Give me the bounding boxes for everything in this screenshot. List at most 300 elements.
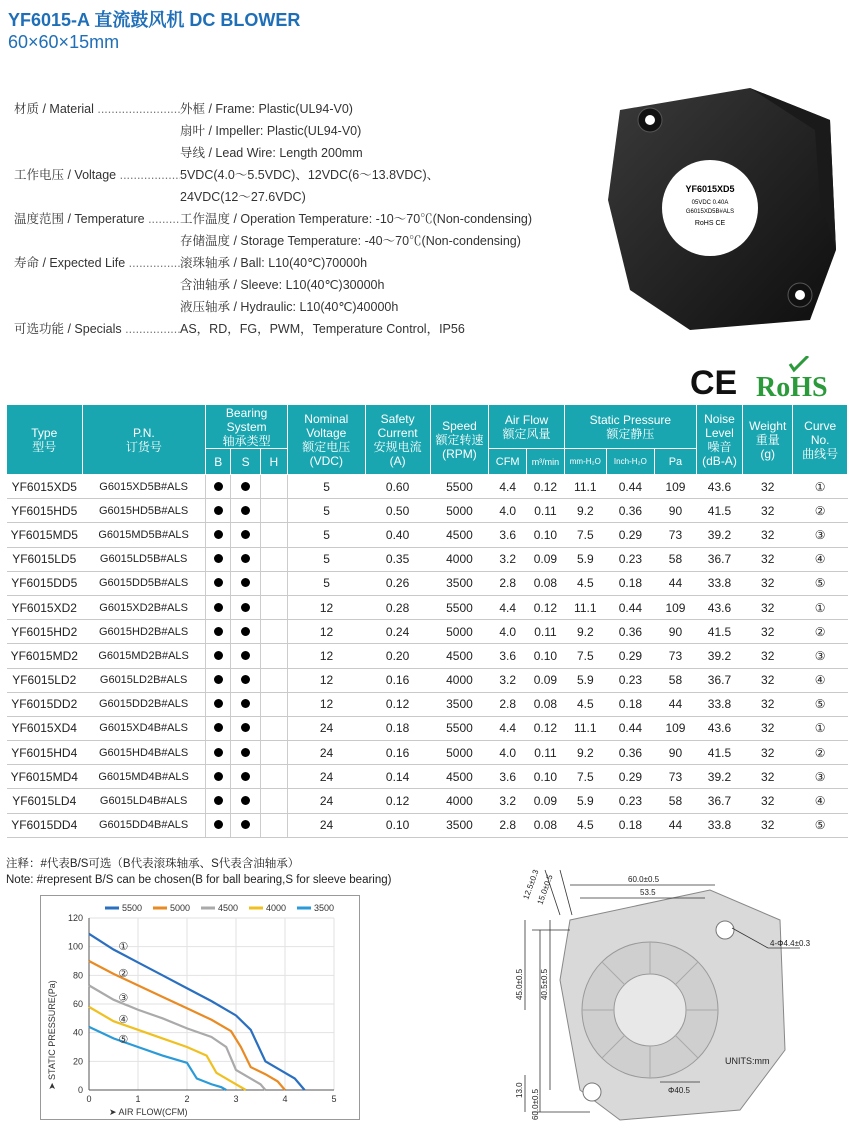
cell-s xyxy=(231,644,260,668)
cell-db: 36.7 xyxy=(696,547,742,571)
cell-curve: ③ xyxy=(793,644,848,668)
cell-rpm: 3500 xyxy=(430,692,489,716)
spec-value: 含油轴承 / Sleeve: L10(40℃)30000h xyxy=(180,278,385,292)
cell-type: YF6015DD4 xyxy=(7,813,83,837)
legend-label: 4000 xyxy=(266,903,287,913)
bearing-dot-icon xyxy=(241,675,250,684)
units-label: UNITS:mm xyxy=(725,1056,770,1066)
cell-type: YF6015DD2 xyxy=(7,692,83,716)
cell-type: YF6015LD4 xyxy=(7,789,83,813)
cell-a: 0.18 xyxy=(365,716,430,740)
bearing-dot-icon xyxy=(214,482,223,491)
cell-mm: 5.9 xyxy=(564,789,606,813)
cell-inch: 0.36 xyxy=(606,499,654,523)
ce-logo: CE xyxy=(690,364,738,400)
spec-label: 可选功能 / Specials ..... xyxy=(14,318,180,340)
cell-s xyxy=(231,571,260,595)
bearing-dot-icon xyxy=(214,820,223,829)
bearing-dot-icon xyxy=(241,578,250,587)
cell-s xyxy=(231,716,260,740)
cell-inch: 0.29 xyxy=(606,523,654,547)
bearing-dot-icon xyxy=(241,820,250,829)
cell-db: 39.2 xyxy=(696,765,742,789)
cell-g: 32 xyxy=(743,523,793,547)
col-bearing-h: H xyxy=(260,449,287,475)
bearing-dot-icon xyxy=(214,675,223,684)
cell-v: 24 xyxy=(288,813,366,837)
cell-g: 32 xyxy=(743,547,793,571)
col-inchh2o: Inch-H₂O xyxy=(606,449,654,475)
col-pn: P.N. 订货号 xyxy=(82,405,206,475)
cell-inch: 0.36 xyxy=(606,741,654,765)
y-tick-label: 0 xyxy=(77,1085,83,1095)
cell-mm: 7.5 xyxy=(564,765,606,789)
cell-cfm: 4.4 xyxy=(489,716,527,740)
cell-inch: 0.29 xyxy=(606,644,654,668)
cell-pa: 109 xyxy=(654,475,696,499)
spec-value: 滚珠轴承 / Ball: L10(40℃)70000h xyxy=(180,256,368,270)
curve-marker: ① xyxy=(118,939,129,953)
cell-h xyxy=(260,475,287,499)
cell-s xyxy=(231,668,260,692)
cell-s xyxy=(231,765,260,789)
y-tick-label: 40 xyxy=(72,1027,83,1038)
spec-label: 工作电压 / Voltage ..... xyxy=(14,164,180,208)
cell-mm: 9.2 xyxy=(564,620,606,644)
cell-curve: ③ xyxy=(793,523,848,547)
cell-m3: 0.11 xyxy=(527,620,565,644)
cell-rpm: 5500 xyxy=(430,716,489,740)
table-row xyxy=(7,644,848,668)
table-row xyxy=(7,499,848,523)
spec-value: AS，RD，FG，PWM，Temperature Control，IP56 xyxy=(180,322,465,336)
cell-b xyxy=(206,499,231,523)
legend-label: 5000 xyxy=(170,903,191,913)
cell-pn: G6015HD5B#ALS xyxy=(82,499,206,523)
cell-s xyxy=(231,595,260,619)
col-cfm: CFM xyxy=(489,449,527,475)
y-tick-label: 100 xyxy=(67,941,83,952)
cell-m3: 0.11 xyxy=(527,499,565,523)
table-row xyxy=(7,620,848,644)
cell-b xyxy=(206,620,231,644)
cell-m3: 0.08 xyxy=(527,813,565,837)
bearing-dot-icon xyxy=(214,699,223,708)
cell-db: 41.5 xyxy=(696,741,742,765)
fan-label-marks: RoHS CE xyxy=(694,220,726,227)
cell-s xyxy=(231,499,260,523)
cell-cfm: 3.2 xyxy=(489,547,527,571)
cell-db: 33.8 xyxy=(696,813,742,837)
bearing-dot-icon xyxy=(241,627,250,636)
cell-pa: 90 xyxy=(654,620,696,644)
dim-dia: Φ40.5 xyxy=(668,1086,690,1095)
cell-a: 0.16 xyxy=(365,668,430,692)
cell-m3: 0.08 xyxy=(527,571,565,595)
cell-cfm: 2.8 xyxy=(489,813,527,837)
cell-inch: 0.44 xyxy=(606,716,654,740)
bearing-dot-icon xyxy=(214,578,223,587)
cell-b xyxy=(206,813,231,837)
col-airflow: Air Flow 额定风量 xyxy=(489,405,565,449)
cell-s xyxy=(231,475,260,499)
cell-h xyxy=(260,813,287,837)
cell-g: 32 xyxy=(743,765,793,789)
cell-db: 36.7 xyxy=(696,668,742,692)
model-table xyxy=(6,404,848,838)
cell-type: YF6015XD5 xyxy=(7,475,83,499)
cell-rpm: 5500 xyxy=(430,595,489,619)
cell-mm: 11.1 xyxy=(564,716,606,740)
cell-b xyxy=(206,523,231,547)
spec-value: 工作温度 / Operation Temperature: -10～70℃(Non-condensing) xyxy=(180,212,533,226)
cell-db: 33.8 xyxy=(696,692,742,716)
cell-h xyxy=(260,716,287,740)
cell-b xyxy=(206,571,231,595)
spec-list xyxy=(14,98,532,340)
cell-inch: 0.18 xyxy=(606,692,654,716)
table-row xyxy=(7,475,848,499)
spec-row xyxy=(14,164,532,208)
spec-value: 扇叶 / Impeller: Plastic(UL94-V0) xyxy=(180,124,362,138)
cell-pn: G6015LD4B#ALS xyxy=(82,789,206,813)
table-row xyxy=(7,716,848,740)
cell-g: 32 xyxy=(743,644,793,668)
cell-cfm: 2.8 xyxy=(489,692,527,716)
bearing-dot-icon xyxy=(214,530,223,539)
bearing-dot-icon xyxy=(214,723,223,732)
cell-inch: 0.29 xyxy=(606,765,654,789)
cell-mm: 4.5 xyxy=(564,813,606,837)
table-row xyxy=(7,789,848,813)
cell-v: 24 xyxy=(288,716,366,740)
cell-db: 41.5 xyxy=(696,620,742,644)
fan-label-model: YF6015XD5 xyxy=(685,184,735,194)
cell-h xyxy=(260,547,287,571)
cell-b xyxy=(206,716,231,740)
cell-curve: ⑤ xyxy=(793,571,848,595)
col-weight: Weight 重量 (g) xyxy=(743,405,793,475)
cell-h xyxy=(260,741,287,765)
dim-13: 13.0 xyxy=(515,1082,524,1098)
x-tick-label: 5 xyxy=(331,1094,337,1104)
col-curve: Curve No. 曲线号 xyxy=(793,405,848,475)
spec-value: 24VDC(12～27.6VDC) xyxy=(180,190,306,204)
x-tick-label: 1 xyxy=(135,1094,141,1104)
cell-cfm: 3.6 xyxy=(489,644,527,668)
cell-v: 5 xyxy=(288,571,366,595)
curve-marker: ⑤ xyxy=(118,1032,129,1046)
cell-h xyxy=(260,499,287,523)
notes xyxy=(6,856,391,888)
table-row xyxy=(7,547,848,571)
cell-cfm: 4.0 xyxy=(489,499,527,523)
cell-pn: G6015XD5B#ALS xyxy=(82,475,206,499)
cell-a: 0.28 xyxy=(365,595,430,619)
cell-cfm: 4.0 xyxy=(489,741,527,765)
dim-40-5: 40.5±0.5 xyxy=(540,968,549,1000)
legend-label: 5500 xyxy=(122,903,143,913)
dim-12-5: 12.5±0.3 xyxy=(521,868,541,901)
cell-mm: 11.1 xyxy=(564,595,606,619)
cell-g: 32 xyxy=(743,595,793,619)
cell-b xyxy=(206,547,231,571)
cell-pn: G6015DD2B#ALS xyxy=(82,692,206,716)
cell-m3: 0.10 xyxy=(527,765,565,789)
bearing-dot-icon xyxy=(241,530,250,539)
y-tick-label: 80 xyxy=(72,970,83,981)
note-cn: 注释：#代表B/S可选（B代表滚珠轴承、S代表含油轴承） xyxy=(6,858,300,870)
cell-type: YF6015HD2 xyxy=(7,620,83,644)
cell-s xyxy=(231,692,260,716)
cell-db: 43.6 xyxy=(696,475,742,499)
rohs-check-icon xyxy=(790,356,808,370)
cell-curve: ③ xyxy=(793,765,848,789)
cell-rpm: 4000 xyxy=(430,789,489,813)
cell-curve: ⑤ xyxy=(793,692,848,716)
x-tick-label: 2 xyxy=(184,1094,190,1104)
cell-mm: 9.2 xyxy=(564,499,606,523)
performance-chart-frame xyxy=(40,895,360,1120)
cell-v: 24 xyxy=(288,765,366,789)
cell-inch: 0.44 xyxy=(606,595,654,619)
bearing-dot-icon xyxy=(241,482,250,491)
spec-value: 导线 / Lead Wire: Length 200mm xyxy=(180,146,363,160)
cell-s xyxy=(231,789,260,813)
cell-pa: 73 xyxy=(654,644,696,668)
col-bearing-b: B xyxy=(206,449,231,475)
table-row xyxy=(7,595,848,619)
cell-db: 43.6 xyxy=(696,595,742,619)
cell-rpm: 4000 xyxy=(430,547,489,571)
cell-type: YF6015MD2 xyxy=(7,644,83,668)
cell-b xyxy=(206,789,231,813)
cell-type: YF6015XD4 xyxy=(7,716,83,740)
cell-curve: ② xyxy=(793,620,848,644)
dimension-drawing xyxy=(500,860,845,1125)
col-bearing: Bearing System 轴承类型 xyxy=(206,405,288,449)
cell-rpm: 5000 xyxy=(430,741,489,765)
dim-60-height: 60.0±0.5 xyxy=(531,1088,540,1120)
cell-a: 0.20 xyxy=(365,644,430,668)
cell-rpm: 4500 xyxy=(430,523,489,547)
cell-pa: 90 xyxy=(654,499,696,523)
table-row xyxy=(7,571,848,595)
cell-v: 24 xyxy=(288,741,366,765)
certification-logos xyxy=(690,356,850,400)
bearing-dot-icon xyxy=(241,554,250,563)
cell-g: 32 xyxy=(743,499,793,523)
col-noise: Noise Level 噪音 (dB-A) xyxy=(696,405,742,475)
cell-db: 33.8 xyxy=(696,571,742,595)
cell-a: 0.14 xyxy=(365,765,430,789)
cell-g: 32 xyxy=(743,475,793,499)
cell-v: 24 xyxy=(288,789,366,813)
col-current: Safety Current 安规电流 (A) xyxy=(365,405,430,475)
col-pa: Pa xyxy=(654,449,696,475)
cell-curve: ② xyxy=(793,741,848,765)
cell-curve: ④ xyxy=(793,547,848,571)
cell-curve: ④ xyxy=(793,789,848,813)
dim-hole: 4-Φ4.4±0.3 xyxy=(770,939,811,948)
x-tick-label: 0 xyxy=(86,1094,92,1104)
cell-h xyxy=(260,668,287,692)
bearing-dot-icon xyxy=(241,748,250,757)
cell-pa: 44 xyxy=(654,571,696,595)
cell-h xyxy=(260,571,287,595)
bearing-dot-icon xyxy=(214,603,223,612)
spec-value: 液压轴承 / Hydraulic: L10(40℃)40000h xyxy=(180,300,399,314)
cell-m3: 0.09 xyxy=(527,668,565,692)
cell-m3: 0.09 xyxy=(527,547,565,571)
cell-b xyxy=(206,644,231,668)
col-m3min: m³/min xyxy=(527,449,565,475)
cell-g: 32 xyxy=(743,789,793,813)
cell-v: 5 xyxy=(288,499,366,523)
cell-curve: ① xyxy=(793,475,848,499)
cell-m3: 0.11 xyxy=(527,741,565,765)
bearing-dot-icon xyxy=(241,699,250,708)
cell-pa: 58 xyxy=(654,668,696,692)
cell-cfm: 4.0 xyxy=(489,620,527,644)
legend-label: 4500 xyxy=(218,903,239,913)
dim-53-5: 53.5 xyxy=(640,888,656,897)
table-row xyxy=(7,668,848,692)
legend-label: 3500 xyxy=(314,903,335,913)
cell-b xyxy=(206,741,231,765)
cell-v: 12 xyxy=(288,692,366,716)
cell-pa: 90 xyxy=(654,741,696,765)
cell-db: 39.2 xyxy=(696,644,742,668)
cell-m3: 0.12 xyxy=(527,716,565,740)
cell-m3: 0.08 xyxy=(527,692,565,716)
cell-a: 0.16 xyxy=(365,741,430,765)
cell-rpm: 4500 xyxy=(430,644,489,668)
col-bearing-s: S xyxy=(231,449,260,475)
cell-pa: 58 xyxy=(654,789,696,813)
cell-inch: 0.18 xyxy=(606,571,654,595)
cell-type: YF6015MD4 xyxy=(7,765,83,789)
rohs-logo: RoHS xyxy=(756,372,828,400)
col-mmh2o: mm-H₂O xyxy=(564,449,606,475)
cell-mm: 4.5 xyxy=(564,692,606,716)
cell-cfm: 2.8 xyxy=(489,571,527,595)
cell-inch: 0.36 xyxy=(606,620,654,644)
cell-inch: 0.18 xyxy=(606,813,654,837)
cell-rpm: 5500 xyxy=(430,475,489,499)
x-tick-label: 3 xyxy=(233,1094,239,1104)
cell-a: 0.26 xyxy=(365,571,430,595)
cell-pn: G6015LD5B#ALS xyxy=(82,547,206,571)
cell-mm: 9.2 xyxy=(564,741,606,765)
bearing-dot-icon xyxy=(241,772,250,781)
col-voltage: Nominal Voltage 额定电压 (VDC) xyxy=(288,405,366,475)
cell-a: 0.60 xyxy=(365,475,430,499)
cell-pn: G6015XD2B#ALS xyxy=(82,595,206,619)
cell-a: 0.10 xyxy=(365,813,430,837)
cell-g: 32 xyxy=(743,668,793,692)
cell-db: 43.6 xyxy=(696,716,742,740)
bearing-dot-icon xyxy=(241,723,250,732)
y-axis-label: ➤ STATIC PRESSURE(Pa) xyxy=(47,980,57,1090)
cell-db: 41.5 xyxy=(696,499,742,523)
cell-mm: 4.5 xyxy=(564,571,606,595)
cell-a: 0.40 xyxy=(365,523,430,547)
cell-g: 32 xyxy=(743,571,793,595)
bearing-dot-icon xyxy=(241,651,250,660)
cell-a: 0.12 xyxy=(365,692,430,716)
cell-v: 12 xyxy=(288,668,366,692)
curve-marker: ④ xyxy=(118,1012,129,1026)
cell-g: 32 xyxy=(743,741,793,765)
cell-pn: G6015MD4B#ALS xyxy=(82,765,206,789)
cell-type: YF6015HD5 xyxy=(7,499,83,523)
cell-h xyxy=(260,644,287,668)
cell-pa: 109 xyxy=(654,595,696,619)
cell-pa: 58 xyxy=(654,547,696,571)
bearing-dot-icon xyxy=(241,506,250,515)
bearing-dot-icon xyxy=(214,796,223,805)
cell-cfm: 3.6 xyxy=(489,765,527,789)
col-speed: Speed 额定转速 (RPM) xyxy=(430,405,489,475)
cell-g: 32 xyxy=(743,692,793,716)
cell-rpm: 4000 xyxy=(430,668,489,692)
curve-marker: ② xyxy=(118,967,129,980)
cell-v: 5 xyxy=(288,547,366,571)
dim-15: 15.0±0.5 xyxy=(535,873,555,906)
cell-s xyxy=(231,741,260,765)
cell-inch: 0.23 xyxy=(606,789,654,813)
cell-rpm: 3500 xyxy=(430,813,489,837)
cell-type: YF6015LD2 xyxy=(7,668,83,692)
col-type: Type 型号 xyxy=(7,405,83,475)
cell-g: 32 xyxy=(743,716,793,740)
x-axis-label: ➤ AIR FLOW(CFM) xyxy=(109,1107,188,1117)
table-row xyxy=(7,692,848,716)
spec-value: 存储温度 / Storage Temperature: -40～70℃(Non-condensing) xyxy=(180,234,521,248)
y-tick-label: 120 xyxy=(67,913,83,923)
cell-curve: ④ xyxy=(793,668,848,692)
cell-v: 5 xyxy=(288,523,366,547)
cell-inch: 0.23 xyxy=(606,668,654,692)
cell-type: YF6015MD5 xyxy=(7,523,83,547)
note-en: Note: #represent B/S can be chosen(B for ball bearing,S for sleeve bearing) xyxy=(6,874,392,886)
cell-pn: G6015MD2B#ALS xyxy=(82,644,206,668)
cell-s xyxy=(231,547,260,571)
x-tick-label: 4 xyxy=(282,1094,288,1104)
cell-curve: ② xyxy=(793,499,848,523)
cell-pa: 73 xyxy=(654,765,696,789)
cell-m3: 0.10 xyxy=(527,523,565,547)
bearing-dot-icon xyxy=(214,506,223,515)
cell-s xyxy=(231,523,260,547)
cell-cfm: 3.2 xyxy=(489,668,527,692)
cell-db: 39.2 xyxy=(696,523,742,547)
spec-value: 外框 / Frame: Plastic(UL94-V0) xyxy=(180,102,353,116)
cell-h xyxy=(260,692,287,716)
cell-mm: 5.9 xyxy=(564,547,606,571)
spec-row xyxy=(14,318,532,340)
spec-label: 温度范围 / Temperature ..... xyxy=(14,208,180,252)
bearing-dot-icon xyxy=(214,748,223,757)
cell-pn: G6015DD4B#ALS xyxy=(82,813,206,837)
cell-v: 12 xyxy=(288,595,366,619)
cell-b xyxy=(206,668,231,692)
cell-rpm: 3500 xyxy=(430,571,489,595)
cell-v: 5 xyxy=(288,475,366,499)
cell-a: 0.24 xyxy=(365,620,430,644)
cell-b xyxy=(206,765,231,789)
